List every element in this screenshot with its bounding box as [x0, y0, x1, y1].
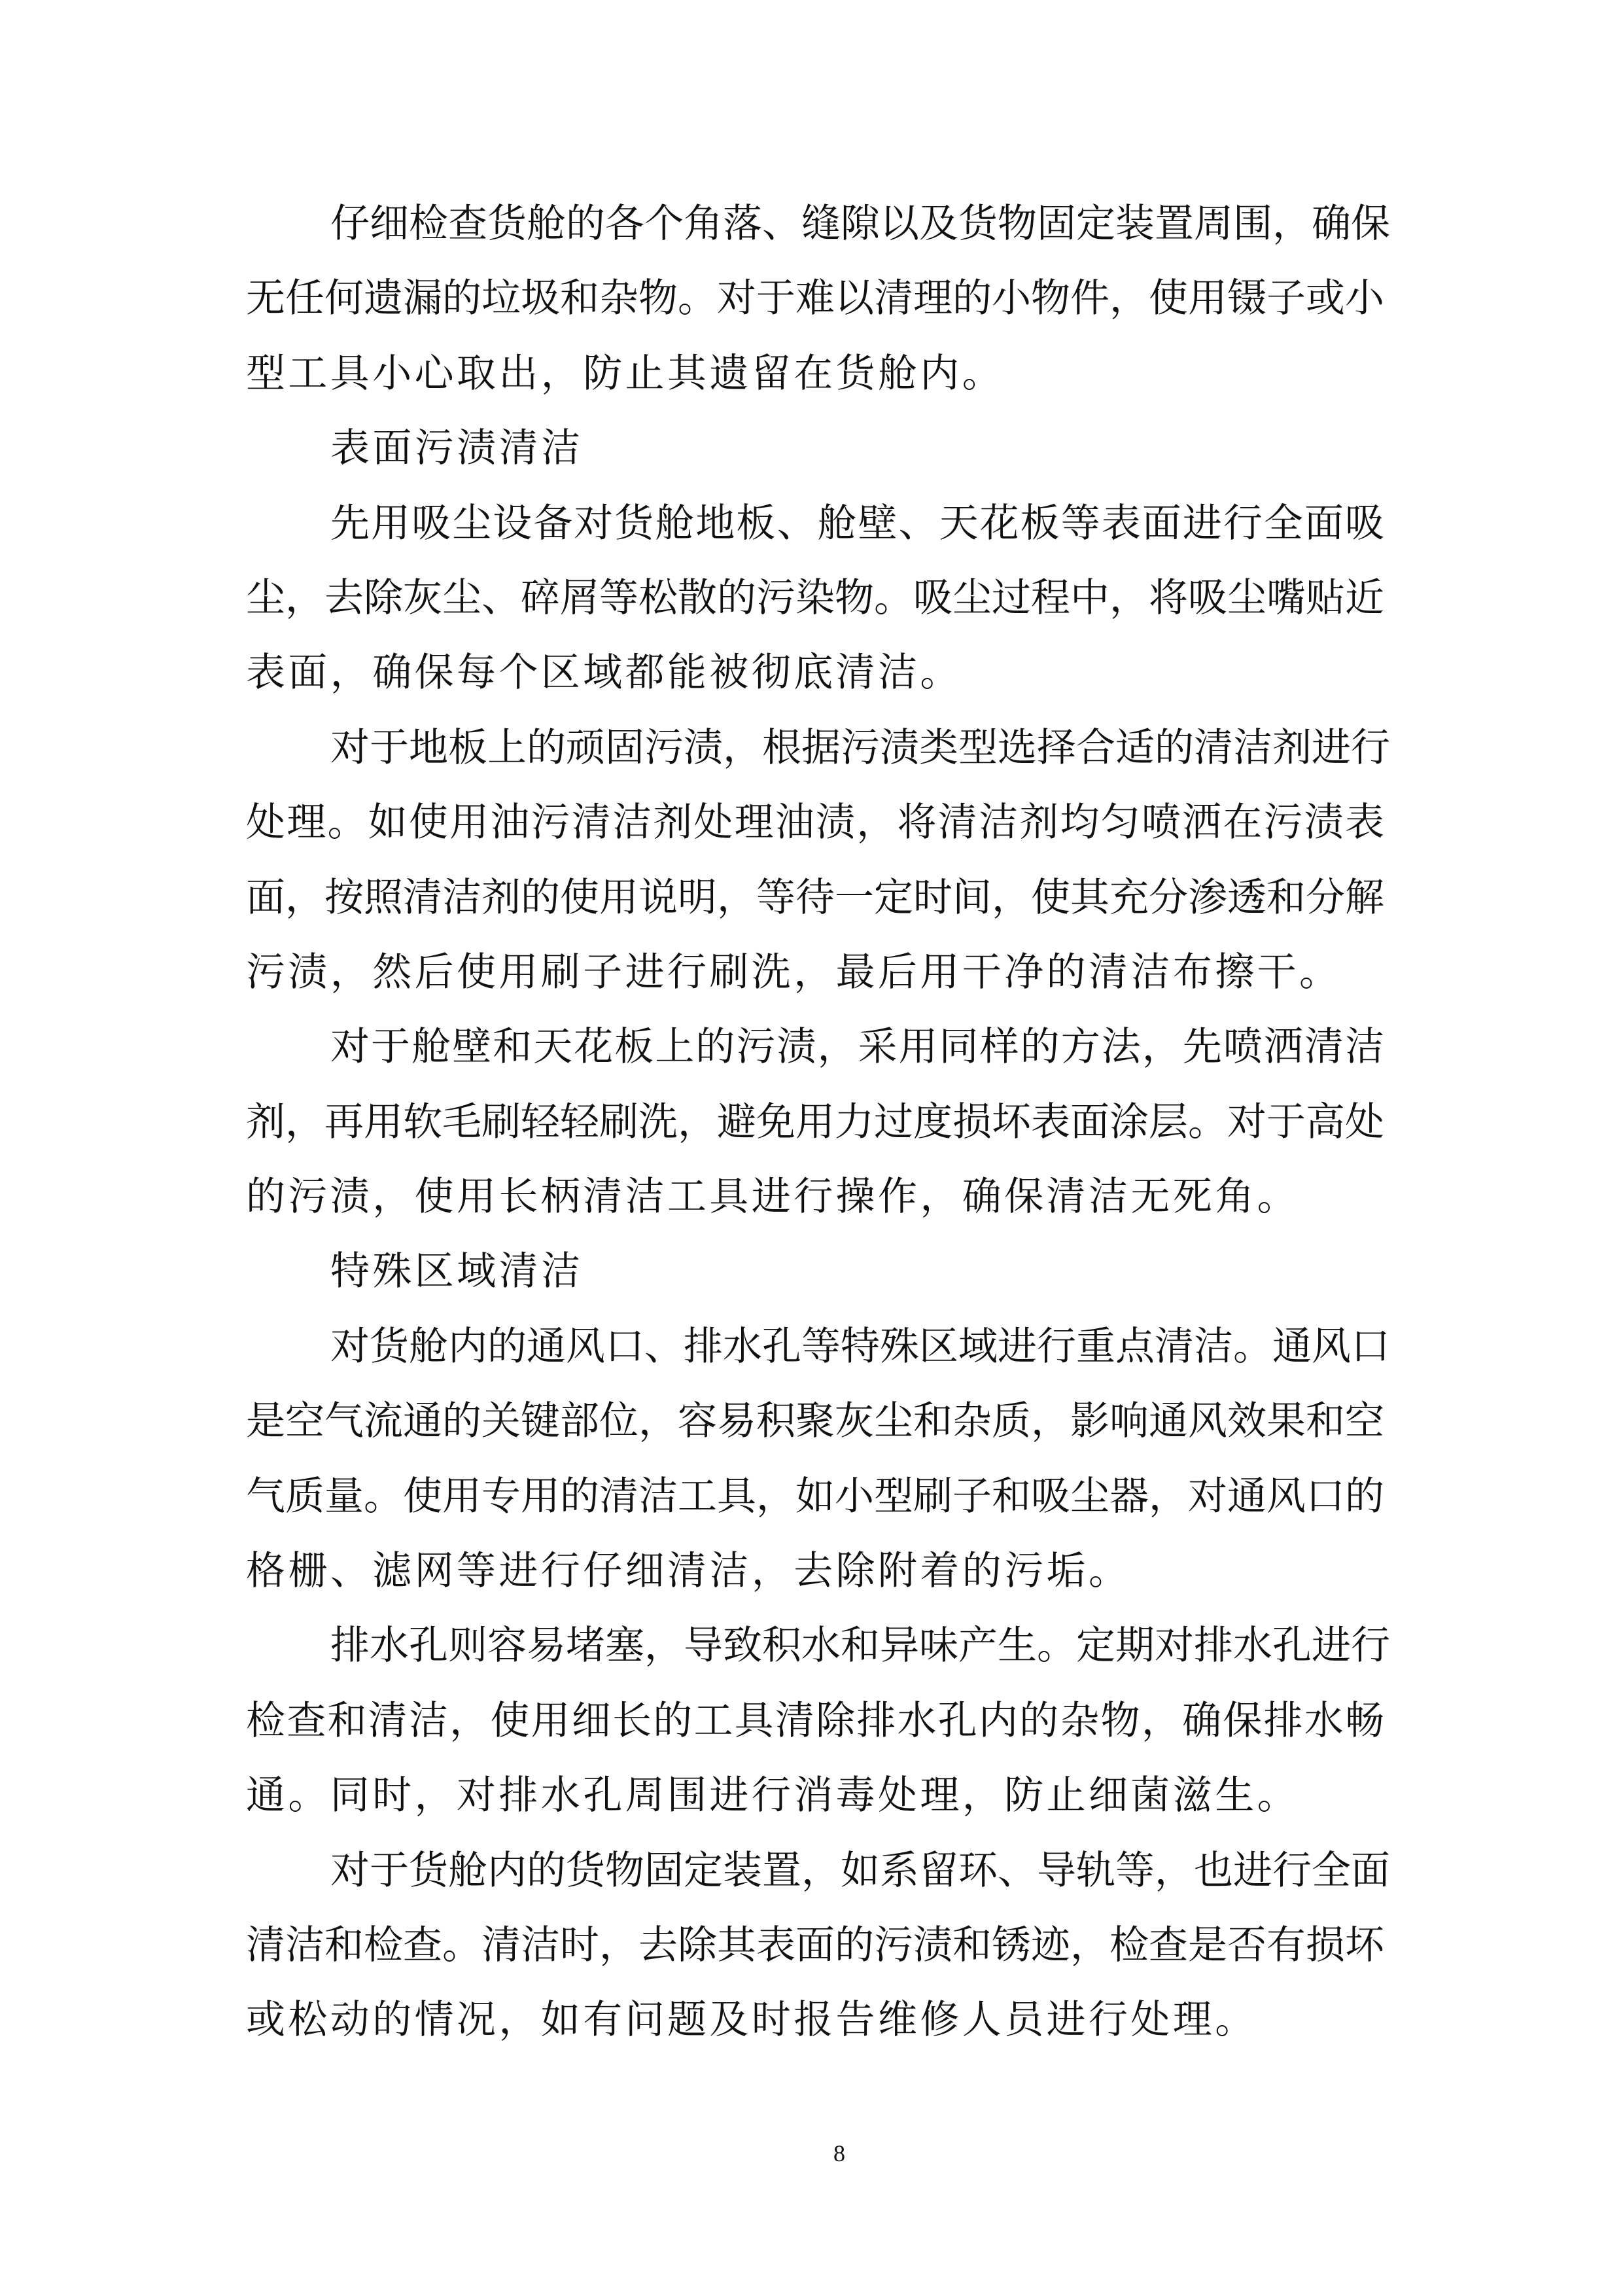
text-line: 格栅、滤网等进行仔细清洁，去除附着的污垢。	[246, 1548, 1131, 1595]
text-line: 型工具小心取出，防止其遗留在货舱内。	[246, 350, 1005, 397]
text-line: 面，按照清洁剂的使用说明，等待一定时间，使其充分渗透和分解	[246, 874, 1384, 921]
section-heading	[246, 411, 1384, 486]
text-line: 特殊区域清洁	[330, 1248, 584, 1295]
document-body	[246, 186, 1390, 2058]
paragraph	[246, 1010, 1384, 1234]
text-line: 的污渍，使用长柄清洁工具进行操作，确保清洁无死角。	[246, 1174, 1299, 1220]
text-line: 污渍，然后使用刷子进行刷洗，最后用干净的清洁布擦干。	[246, 949, 1342, 995]
text-line: 尘，去除灰尘、碎屑等松散的污染物。吸尘过程中，将吸尘嘴贴近	[246, 574, 1384, 621]
text-line: 气质量。使用专用的清洁工具，如小型刷子和吸尘器，对通风口的	[246, 1473, 1384, 1519]
section-heading	[246, 1234, 1384, 1309]
paragraph	[246, 186, 1390, 411]
text-line: 对于舱壁和天花板上的污渍，采用同样的方法，先喷洒清洁	[330, 1024, 1384, 1070]
text-line: 通。同时，对排水孔周围进行消毒处理，防止细菌滋生。	[246, 1773, 1299, 1819]
page-number: 8	[833, 2140, 845, 2166]
text-line: 先用吸尘设备对货舱地板、舱壁、天花板等表面进行全面吸	[330, 500, 1384, 546]
paragraph	[246, 711, 1390, 1010]
text-line: 处理。如使用油污清洁剂处理油渍，将清洁剂均匀喷洒在污渍表	[246, 800, 1384, 846]
text-line: 表面，确保每个区域都能被彻底清洁。	[246, 650, 962, 696]
paragraph	[246, 486, 1384, 711]
text-line: 剂，再用软毛刷轻轻刷洗，避免用力过度损坏表面涂层。对于高处	[246, 1099, 1384, 1145]
text-line: 或松动的情况，如有问题及时报告维修人员进行处理。	[246, 1997, 1257, 2043]
text-line: 对货舱内的通风口、排水孔等特殊区域进行重点清洁。通风口	[330, 1323, 1390, 1369]
text-line: 无任何遗漏的垃圾和杂物。对于难以清理的小物件，使用镊子或小	[246, 275, 1384, 322]
text-line: 对于货舱内的货物固定装置，如系留环、导轨等，也进行全面	[330, 1847, 1390, 1894]
text-line: 仔细检查货舱的各个角落、缝隙以及货物固定装置周围，确保	[330, 201, 1390, 247]
paragraph	[246, 1309, 1390, 1609]
text-line: 表面污渍清洁	[330, 425, 584, 472]
text-line: 检查和清洁，使用细长的工具清除排水孔内的杂物，确保排水畅	[246, 1697, 1384, 1744]
text-line: 清洁和检查。清洁时，去除其表面的污渍和锈迹，检查是否有损坏	[246, 1922, 1384, 1968]
text-line: 排水孔则容易堵塞，导致积水和异味产生。定期对排水孔进行	[330, 1623, 1390, 1669]
paragraph	[246, 1608, 1390, 1833]
paragraph	[246, 1833, 1390, 2058]
text-line: 是空气流通的关键部位，容易积聚灰尘和杂质，影响通风效果和空	[246, 1398, 1384, 1445]
text-line: 对于地板上的顽固污渍，根据污渍类型选择合适的清洁剂进行	[330, 724, 1390, 771]
